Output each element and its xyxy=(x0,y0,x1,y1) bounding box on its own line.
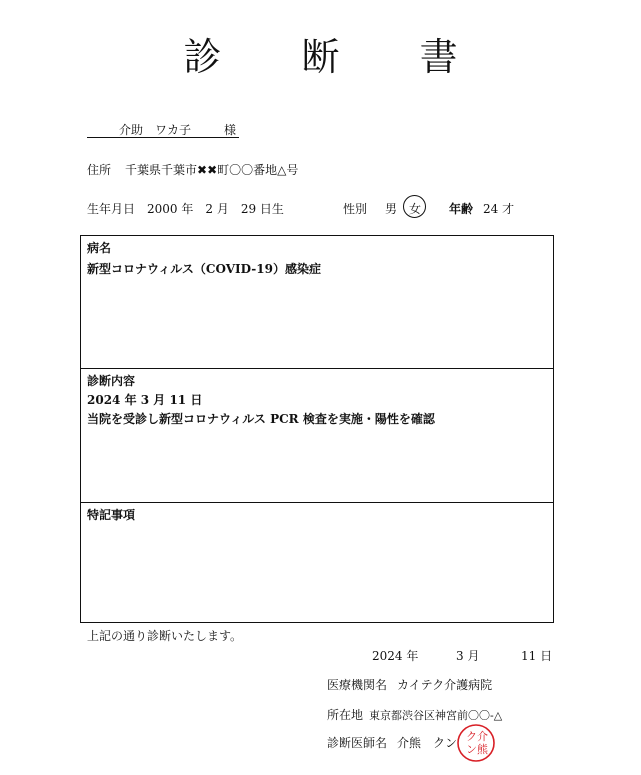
patient-honorific: 様 xyxy=(224,123,237,137)
svg-text:ク: ク xyxy=(466,730,477,743)
birth-value: 2000 年 2 月 29 日生 xyxy=(147,202,284,216)
birth-date-row xyxy=(87,200,284,217)
sex-selection-circle xyxy=(403,195,426,218)
patient-name: 介助 ワカ子 xyxy=(119,123,192,137)
location-label: 所在地 xyxy=(327,708,364,722)
hospital-location-row xyxy=(327,706,502,723)
age-value: 24 才 xyxy=(483,202,515,216)
doctor-name: 介熊 クン xyxy=(397,736,458,750)
diagnosis-text: 当院を受診し新型コロナウィルス PCR 検査を実施・陽性を確認 xyxy=(87,412,435,426)
diagnosis-date: 2024 年 3 月 11 日 xyxy=(87,393,203,407)
disease-text: 新型コロナウィルス（COVID-19）感染症 xyxy=(87,262,321,276)
hospital-label: 医療機関名 xyxy=(327,678,388,692)
birth-label: 生年月日 xyxy=(87,202,136,216)
remark-text: 上記の通り診断いたします。 xyxy=(87,629,243,643)
sex-option-male: 男 xyxy=(385,202,398,216)
notes-label: 特記事項 xyxy=(87,508,136,522)
issue-year: 2024 年 xyxy=(372,649,419,663)
sex-label: 性別 xyxy=(343,202,368,216)
address-label: 住所 xyxy=(87,163,112,177)
patient-name-line xyxy=(87,120,239,138)
sex-option-female: 女 xyxy=(409,202,422,216)
hanko-seal-icon xyxy=(456,723,496,763)
hospital-name: カイテク介護病院 xyxy=(397,678,493,692)
svg-text:熊: 熊 xyxy=(477,743,488,756)
document-title: 診 断 書 xyxy=(183,35,492,79)
doctor-row xyxy=(327,734,457,751)
issue-date xyxy=(372,647,553,664)
patient-address-row xyxy=(87,161,298,178)
notes-section xyxy=(80,502,554,623)
disease-section xyxy=(80,235,554,369)
age-row xyxy=(449,200,514,217)
doctor-label: 診断医師名 xyxy=(327,736,388,750)
location-value: 東京都渋谷区神宮前〇〇-△ xyxy=(369,709,503,722)
hospital-row xyxy=(327,676,492,693)
svg-text:ン: ン xyxy=(466,743,477,756)
age-label: 年齢 xyxy=(449,202,474,216)
issue-day: 11 日 xyxy=(521,649,553,663)
disease-label: 病名 xyxy=(87,241,112,255)
address-value: 千葉県千葉市✖✖町〇〇番地△号 xyxy=(125,163,299,177)
diagnosis-label: 診断内容 xyxy=(87,374,136,388)
issue-month: 3 月 xyxy=(456,649,480,663)
svg-text:介: 介 xyxy=(477,730,488,743)
diagnosis-section xyxy=(80,368,554,503)
